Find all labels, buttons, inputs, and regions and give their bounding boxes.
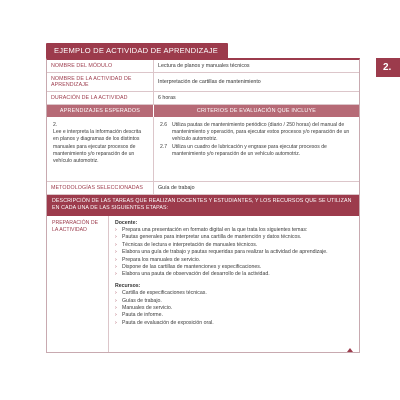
resource-item <box>115 312 353 319</box>
list-item <box>115 257 353 264</box>
table-header <box>47 105 359 117</box>
list-item <box>115 264 353 271</box>
list-item-text: Elabora una guía de trabajo y pautas requeridas para realizar la actividad de aprendizaje. <box>122 249 328 256</box>
duration-value: 6 horas <box>158 95 176 101</box>
module-name-value: Lectura de planos y manuales técnicos <box>158 63 250 69</box>
resource-item <box>115 298 353 305</box>
list-item-text: Prepara una presentación en formato digital en la que trata los siguientes temas: <box>122 227 308 233</box>
resource-text: Guías de trabajo. <box>122 297 162 304</box>
activity-name-label: NOMBRE DE LA ACTIVIDAD DE APRENDIZAJE <box>47 73 154 91</box>
list-item-text: Técnicas de lectura e interpretación de manuales técnicos. <box>122 241 258 248</box>
recursos-title: Recursos: <box>115 282 141 289</box>
methodology-value: Guía de trabajo <box>158 185 195 191</box>
activity-name-row <box>47 73 359 92</box>
resource-item <box>115 305 353 312</box>
bullet-arrow-icon: › <box>115 271 117 278</box>
expected-learning-cell <box>47 117 154 181</box>
resource-text: Cartilla de especificaciones técnicas. <box>122 290 207 297</box>
resource-item <box>115 320 353 327</box>
resource-item <box>115 290 353 297</box>
list-item-text: Dispone de las cartillas de mantenciones y especificaciones. <box>122 264 262 271</box>
resource-text: Pauta de informe. <box>122 312 163 319</box>
bullet-arrow-icon: › <box>115 249 117 256</box>
criterion-number: 2.6 <box>160 122 168 128</box>
document-title: EJEMPLO DE ACTIVIDAD DE APRENDIZAJE <box>46 43 228 58</box>
criterion-item <box>160 144 353 158</box>
bullet-arrow-icon: › <box>115 305 117 312</box>
learning-criteria-row <box>47 117 359 182</box>
resource-text: Pauta de evaluación de exposición oral. <box>122 319 214 326</box>
methodology-row <box>47 182 359 195</box>
evaluation-criteria-header: CRITERIOS DE EVALUACIÓN QUE INCLUYE <box>153 105 359 117</box>
preparation-phase-label: PREPARACIÓN DE LA ACTIVIDAD <box>47 216 109 352</box>
tasks-description-banner: DESCRIPCIÓN DE LAS TAREAS QUE REALIZAN DOCENTES Y ESTUDIANTES, Y LOS RECURSOS QUE SE UTILIZAN EN CADA UNA DE LAS SIGUIENTES ETAPAS: <box>47 195 359 216</box>
list-item-text: Prepara los manuales de servicio. <box>122 256 201 263</box>
criterion-item <box>160 122 353 143</box>
expected-learning-header: APRENDIZAJES ESPERADOS <box>47 105 153 117</box>
bullet-arrow-icon: › <box>115 256 117 263</box>
criterion-text: Utiliza pautas de mantenimiento periódico (diario / 250 horas) del manual de mantenimiento y operación, para ejecutar estos procesos y/o reparación de un vehículo automotriz. <box>172 122 350 143</box>
list-item <box>115 227 353 234</box>
preparation-phase-row <box>47 216 359 352</box>
page-number-badge: 2. <box>376 58 400 77</box>
list-item-text: Elabora una pauta de observación del desarrollo de la actividad. <box>122 271 270 278</box>
bullet-arrow-icon: › <box>115 319 117 326</box>
methodology-label: METODOLOGÍAS SELECCIONADAS <box>47 182 154 194</box>
bullet-arrow-icon: › <box>115 312 117 319</box>
bullet-arrow-icon: › <box>115 241 117 248</box>
activity-sheet <box>46 58 360 353</box>
list-item <box>115 271 353 278</box>
bullet-arrow-icon: › <box>115 264 117 271</box>
module-name-label: NOMBRE DEL MÓDULO <box>47 60 154 72</box>
sub-list-item <box>115 234 353 241</box>
sub-list-item <box>115 242 353 249</box>
bullet-arrow-icon: › <box>115 290 117 297</box>
criterion-number: 2.7 <box>160 144 168 151</box>
evaluation-criteria-cell <box>154 117 359 181</box>
activity-document <box>46 40 360 353</box>
list-item-text: Pautas generales para interpretar una cartilla de mantención y datos técnicos. <box>122 234 302 241</box>
learning-text: Lee e interpreta la información descrita en planos y diagramas de los distintos manuales para ejecutar procesos de mantenimiento y/o reparación de un vehículo automotriz. <box>53 129 142 165</box>
preparation-phase-content <box>109 216 359 352</box>
docente-title: Docente: <box>115 219 138 226</box>
duration-row <box>47 92 359 105</box>
duration-label: DURACIÓN DE LA ACTIVIDAD <box>47 92 154 104</box>
continue-arrow-icon <box>347 348 353 352</box>
bullet-arrow-icon: › <box>115 227 117 233</box>
module-name-row <box>47 60 359 73</box>
list-item <box>115 249 353 256</box>
bullet-arrow-icon: › <box>115 297 117 304</box>
criterion-text: Utiliza un cuadro de lubricación y engrase para ejecutar procesos de mantenimiento y/o reparación de un vehículo automotriz. <box>172 144 327 158</box>
activity-name-value: Interpretación de cartillas de mantenimiento <box>158 79 261 85</box>
bullet-arrow-icon: › <box>115 234 117 241</box>
learning-number: 2. <box>53 122 58 128</box>
resource-text: Manuales de servicio. <box>122 305 173 312</box>
